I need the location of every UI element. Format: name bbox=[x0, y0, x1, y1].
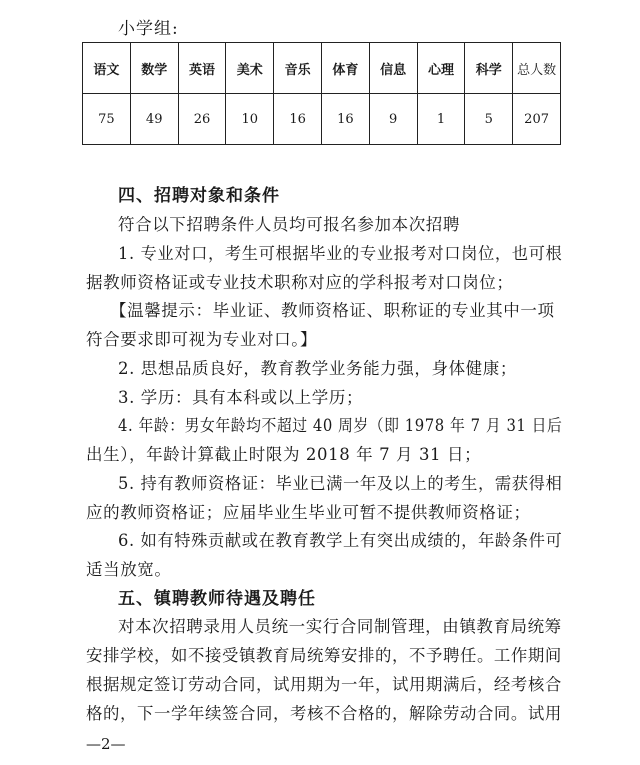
table-cell: 5 bbox=[465, 94, 513, 145]
paragraph-line: 2. 思想品质良好，教育教学业务能力强，身体健康； bbox=[118, 359, 517, 378]
section-4-title: 四、招聘对象和条件 bbox=[118, 186, 280, 206]
recruitment-count-table bbox=[82, 42, 561, 145]
paragraph-line: 1. 专业对口，考生可根据毕业的专业报考对口岗位，也可根 bbox=[118, 244, 563, 263]
group-label: 小学组: bbox=[118, 19, 179, 39]
table-row bbox=[83, 94, 561, 145]
table-cell: 10 bbox=[226, 94, 274, 145]
table-header-cell-total: 总人数 bbox=[513, 43, 561, 94]
paragraph-line: 对本次招聘录用人员统一实行合同制管理，由镇教育局统筹 bbox=[118, 617, 562, 636]
paragraph-line: 根据规定签订劳动合同，试用期为一年，试用期满后，经考核合 bbox=[86, 675, 562, 694]
paragraph-line: 符合以下招聘条件人员均可报名参加本次招聘 bbox=[118, 215, 460, 234]
table-cell: 26 bbox=[178, 94, 226, 145]
table-header-cell: 美术 bbox=[226, 43, 274, 94]
paragraph-line: 5. 持有教师资格证：毕业已满一年及以上的考生，需获得相 bbox=[118, 474, 563, 493]
table-cell: 49 bbox=[130, 94, 178, 145]
table-header-cell: 语文 bbox=[83, 43, 131, 94]
table-header-row bbox=[83, 43, 561, 94]
paragraph-line: 4. 年龄：男女年龄均不超过 40 周岁（即 1978 年 7 月 31 日后 bbox=[118, 416, 563, 435]
table-cell: 75 bbox=[83, 94, 131, 145]
paragraph-line: 6. 如有特殊贡献或在教育教学上有突出成绩的，年龄条件可 bbox=[118, 531, 563, 550]
table-cell: 1 bbox=[417, 94, 465, 145]
table-header-cell: 英语 bbox=[178, 43, 226, 94]
table-header-cell: 科学 bbox=[465, 43, 513, 94]
paragraph-line: 据教师资格证或专业技术职称对应的学科报考对口岗位； bbox=[86, 273, 514, 292]
table-cell: 9 bbox=[369, 94, 417, 145]
paragraph-line: 应的教师资格证；应届毕业生毕业可暂不提供教师资格证； bbox=[86, 503, 531, 522]
paragraph-line: 【温馨提示：毕业证、教师资格证、职称证的专业其中一项 bbox=[110, 301, 555, 320]
paragraph-line: 3. 学历：具有本科或以上学历； bbox=[118, 388, 364, 407]
table-header-cell: 数学 bbox=[130, 43, 178, 94]
section-5-title: 五、镇聘教师待遇及聘任 bbox=[118, 589, 316, 609]
table-cell: 16 bbox=[274, 94, 322, 145]
table-header-cell: 心理 bbox=[417, 43, 465, 94]
page-number: —2— bbox=[86, 735, 126, 753]
paragraph-line: 安排学校，如不接受镇教育局统筹安排的，不予聘任。工作期间 bbox=[86, 646, 562, 665]
paragraph-line: 格的，下一学年续签合同，考核不合格的，解除劳动合同。试用 bbox=[86, 704, 562, 723]
table-header-cell: 音乐 bbox=[274, 43, 322, 94]
paragraph-line: 符合要求即可视为专业对口。】 bbox=[86, 330, 318, 349]
table-header-cell: 信息 bbox=[369, 43, 417, 94]
table-cell-total: 207 bbox=[513, 94, 561, 145]
paragraph-line: 出生），年龄计算截止时限为 2018 年 7 月 31 日； bbox=[86, 445, 482, 464]
table-cell: 16 bbox=[321, 94, 369, 145]
paragraph-line: 适当放宽。 bbox=[86, 560, 172, 579]
table-header-cell: 体育 bbox=[321, 43, 369, 94]
